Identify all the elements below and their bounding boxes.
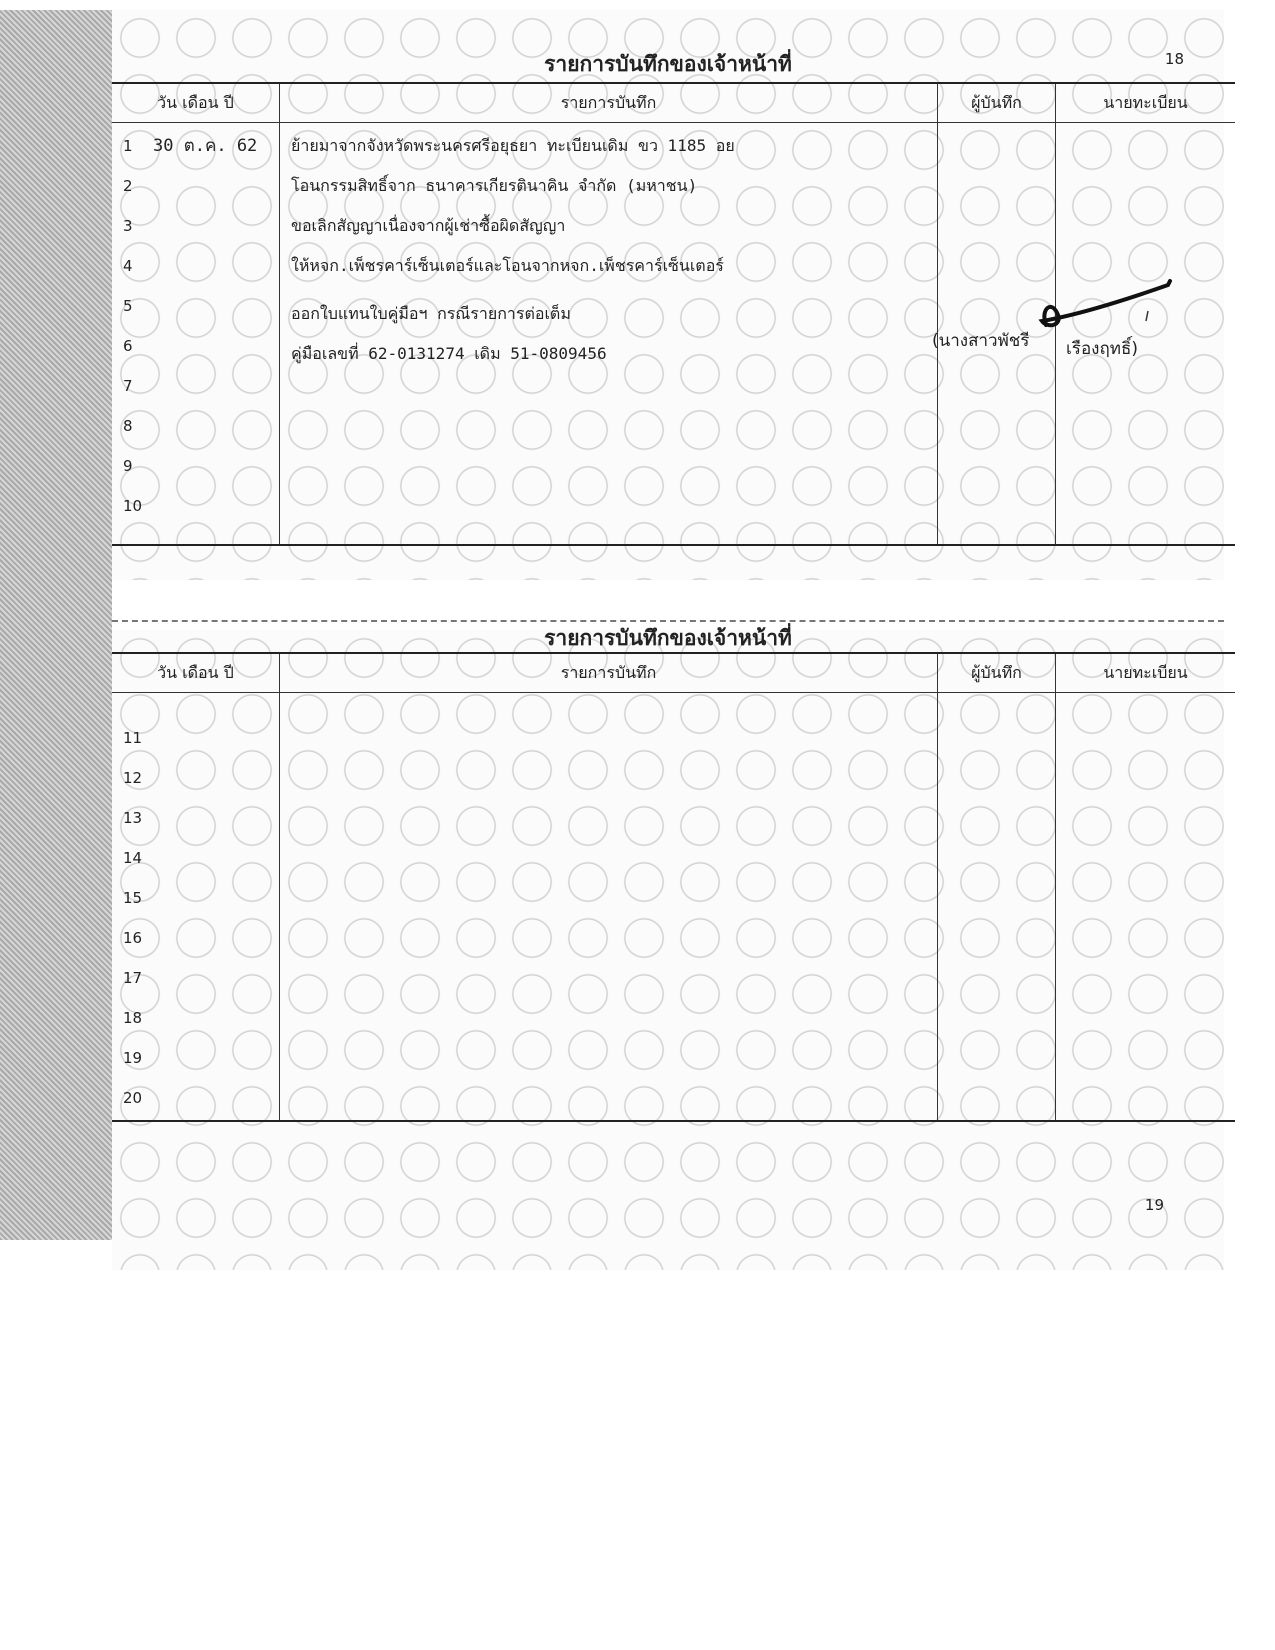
line-number: 15 — [123, 889, 143, 907]
registrar-cell — [1056, 693, 1236, 1121]
entry-line: ย้ายมาจากจังหวัดพระนครศรีอยุธยา ทะเบียนเดิม ขว 1185 อย — [291, 136, 735, 155]
entry-cell — [280, 693, 938, 1121]
line-number: 7 — [123, 377, 133, 395]
column-header-recorder: ผู้บันทึก — [938, 83, 1056, 123]
column-header-registrar: นายทะเบียน — [1056, 653, 1236, 693]
record-table — [112, 82, 1235, 546]
line-number: 9 — [123, 457, 133, 475]
entry-line: ออกใบแทนใบคู่มือฯ กรณีรายการต่อเต็ม — [291, 304, 571, 323]
registrar-cell — [1056, 123, 1236, 545]
line-number: 8 — [123, 417, 133, 435]
entry-date: 30 ต.ค. 62 — [153, 136, 258, 156]
line-number: 17 — [123, 969, 143, 987]
line-number: 5 — [123, 297, 133, 315]
line-number: 13 — [123, 809, 143, 827]
line-number: 10 — [123, 497, 143, 515]
record-page-18 — [112, 10, 1224, 580]
line-number: 18 — [123, 1009, 143, 1027]
recorder-name: (นางสาวพัชรี — [932, 331, 1030, 351]
column-header-entry: รายการบันทึก — [280, 653, 938, 693]
recorder-cell — [938, 693, 1056, 1121]
page-number: 19 — [1144, 1196, 1164, 1214]
line-number: 19 — [123, 1049, 143, 1067]
entry-line: คู่มือเลขที่ 62-0131274 เดิม 51-0809456 — [291, 344, 607, 363]
date-cell — [112, 693, 280, 1121]
scan-binding-edge — [0, 10, 112, 1240]
date-cell — [112, 123, 280, 545]
column-header-registrar: นายทะเบียน — [1056, 83, 1236, 123]
registrar-name: เรืองฤทธิ์) — [1066, 339, 1138, 359]
line-number: 12 — [123, 769, 143, 787]
column-header-entry: รายการบันทึก — [280, 83, 938, 123]
line-number: 3 — [123, 217, 133, 235]
line-number: 14 — [123, 849, 143, 867]
column-header-recorder: ผู้บันทึก — [938, 653, 1056, 693]
recorder-cell — [932, 123, 1056, 545]
line-number: 2 — [123, 177, 133, 195]
page-number: 18 — [1164, 50, 1184, 68]
entry-cell — [280, 123, 938, 545]
line-number: 6 — [123, 337, 133, 355]
line-number: 1 — [123, 137, 133, 155]
page-title: รายการบันทึกของเจ้าหน้าที่ — [544, 625, 792, 650]
column-header-date: วัน เดือน ปี — [112, 653, 280, 693]
record-table — [112, 652, 1235, 1122]
column-header-date: วัน เดือน ปี — [112, 83, 280, 123]
entry-line: ขอเลิกสัญญาเนื่องจากผู้เช่าซื้อผิดสัญญา — [291, 216, 566, 235]
entry-line: ให้หจก.เพ็ชรคาร์เซ็นเตอร์และโอนจากหจก.เพ็ชรคาร์เซ็นเตอร์ — [291, 256, 724, 275]
entry-line: โอนกรรมสิทธิ์จาก ธนาคารเกียรตินาคิน จำกัด (มหาชน) — [291, 176, 698, 195]
line-number: 16 — [123, 929, 143, 947]
line-number: 4 — [123, 257, 133, 275]
line-number: 20 — [123, 1089, 143, 1107]
line-number: 11 — [123, 729, 143, 747]
record-page-19 — [112, 625, 1224, 1270]
page-title: รายการบันทึกของเจ้าหน้าที่ — [544, 51, 792, 76]
